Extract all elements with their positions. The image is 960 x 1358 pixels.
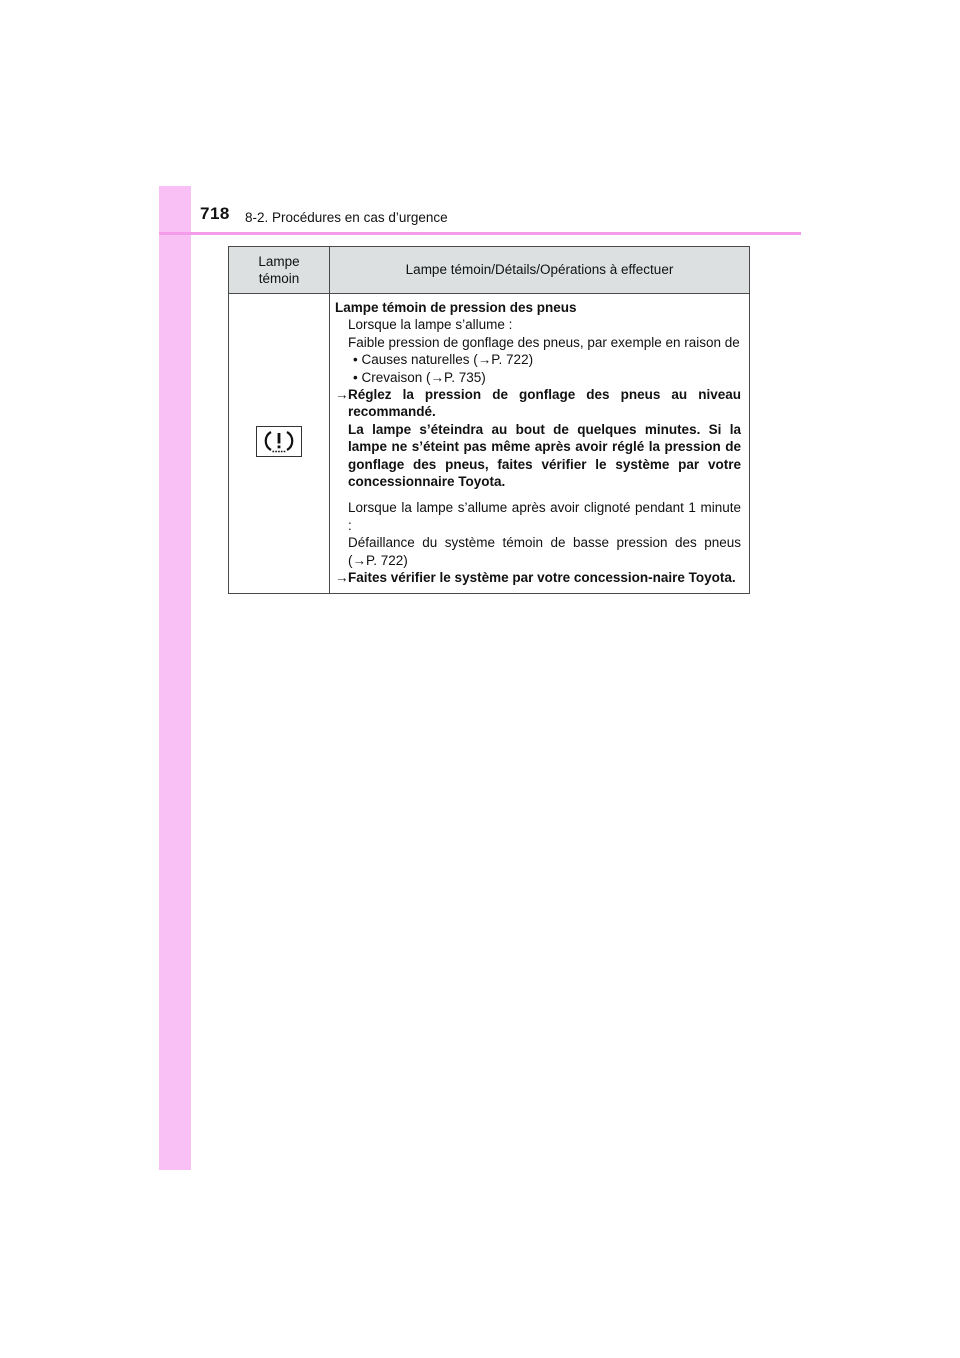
action-text-2: Faites vérifier le système par votre concession-naire Toyota. [348,570,736,586]
lamp-title: Lampe témoin de pression des pneus [335,300,577,315]
column-header-lamp [229,247,330,294]
cause-text-2: Défaillance du système témoin de basse pression des pneus (→P. 722) [348,535,741,568]
arrow-icon: → [335,387,349,403]
column-header-details: Lampe témoin/Détails/Opérations à effectuer [330,247,750,294]
column-header-lamp-line2: témoin [258,271,300,286]
bullet-natural-causes: • Causes naturelles (→P. 722) [353,352,534,368]
condition-text-1: Lorsque la lampe s’allume : [348,317,513,333]
section-title: 8-2. Procédures en cas d’urgence [245,210,448,225]
condition-text-2: Lorsque la lampe s’allume après avoir clignoté pendant 1 minute : [348,500,741,533]
bullet-puncture: • Crevaison (→P. 735) [353,369,486,385]
arrow-icon: → [335,570,349,586]
page-number: 718 [200,204,230,223]
cause-text-1: Faible pression de gonflage des pneus, par exemple en raison de [348,334,740,350]
table-row [229,294,750,594]
action-text-1: Réglez la pression de gonflage des pneus au niveau recommandé. [348,387,741,420]
lamp-cell [229,294,330,594]
warning-lamp-table [228,246,750,594]
table-header-row [229,247,750,294]
action-2 [335,569,741,586]
action-1 [335,386,741,490]
action-details-1: La lampe s’éteindra au bout de quelques minutes. Si la lampe ne s’éteint pas même après avoir réglé la pression de gonflage des pneus, faites vérifier le système par votre concessionnaire Toyota. [348,421,741,490]
description-cell [330,294,750,594]
chapter-side-band [159,186,191,1170]
column-header-lamp-line1: Lampe [258,253,300,269]
header-rule [159,232,801,235]
tire-pressure-warning-icon [256,426,302,457]
